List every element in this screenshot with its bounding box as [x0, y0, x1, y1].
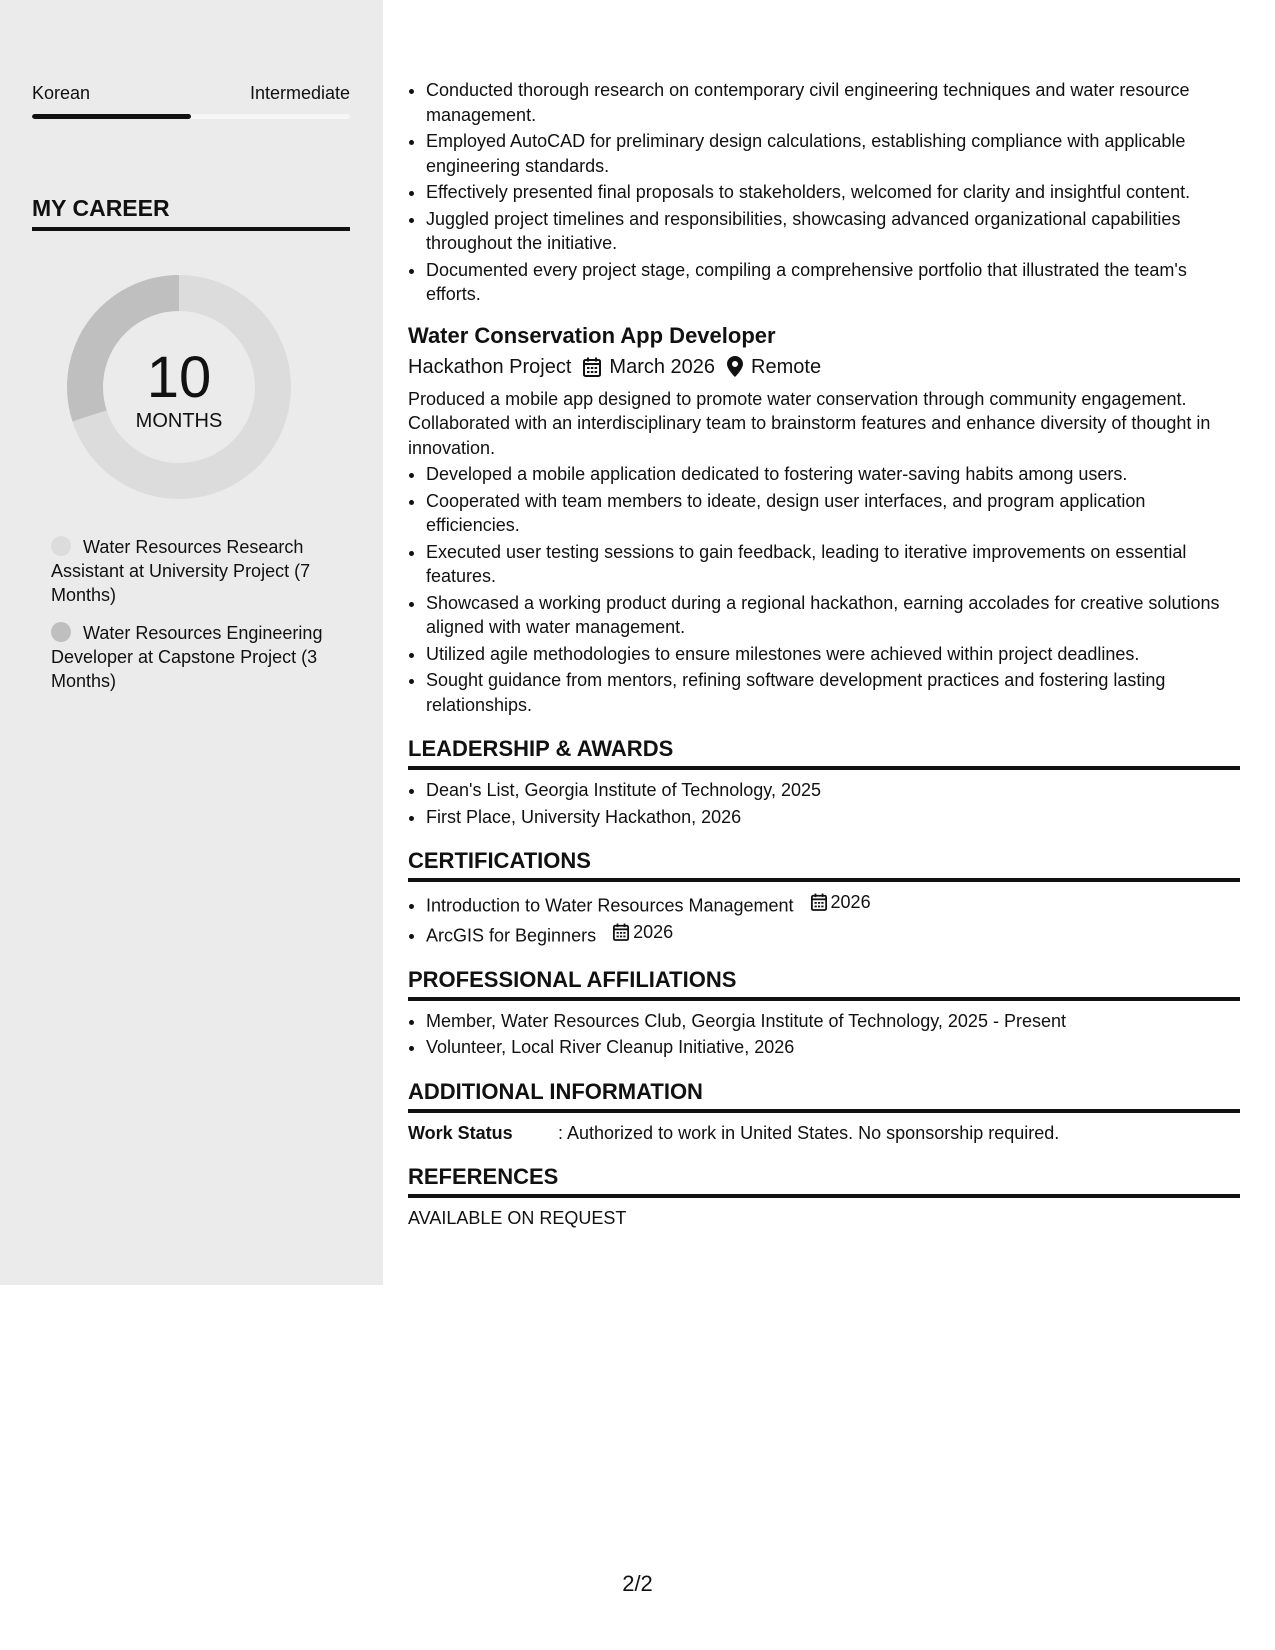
career-legend-item [51, 621, 331, 693]
bullet-item: • Sought guidance from mentors, refining software development practices and fostering lasting relationships. [426, 668, 1240, 717]
affiliation-item: • Member, Water Resources Club, Georgia Institute of Technology, 2025 - Present [426, 1009, 1240, 1034]
map-pin-icon [727, 356, 743, 377]
bullet-item: • Documented every project stage, compiling a comprehensive portfolio that illustrated the team's efforts. [426, 258, 1240, 307]
career-legend-label: Water Resources Research Assistant at University Project (7 Months) [51, 537, 311, 605]
career-legend-label: Water Resources Engineering Developer at Capstone Project (3 Months) [51, 623, 323, 691]
bullet-item: • Executed user testing sessions to gain feedback, leading to iterative improvements on essential features. [426, 540, 1240, 589]
affiliations-section-title: PROFESSIONAL AFFILIATIONS [408, 966, 1240, 1001]
language-row [32, 80, 350, 106]
legend-dot [51, 622, 71, 642]
career-total-value: 10 [146, 345, 212, 410]
affiliations-list [408, 1009, 1240, 1060]
bullet-item: • Utilized agile methodologies to ensure milestones were achieved within project deadlines. [426, 642, 1240, 667]
previous-job-bullets [408, 78, 1240, 307]
job-title: Water Conservation App Developer [408, 322, 776, 348]
job-bullets [408, 462, 1240, 717]
bullet-item: • Conducted thorough research on contemporary civil engineering techniques and water resource management. [426, 78, 1240, 127]
work-status-row [408, 1121, 1240, 1145]
job-company: Hackathon Project [408, 355, 572, 378]
job-meta [408, 353, 1240, 381]
certification-item [426, 890, 1240, 918]
career-legend-item [51, 535, 331, 607]
bullet-item: • Employed AutoCAD for preliminary design calculations, establishing compliance with applicable engineering standards. [426, 129, 1240, 178]
certification-item [426, 920, 1240, 948]
calendar-icon [613, 923, 629, 941]
bullet-item: • Developed a mobile application dedicated to fostering water-saving habits among users. [426, 462, 1240, 487]
page-number: 2/2 [622, 1571, 653, 1596]
work-status-value: : Authorized to work in United States. No sponsorship required. [558, 1122, 1060, 1143]
certification-name: Introduction to Water Resources Management [426, 895, 794, 916]
calendar-icon [811, 893, 827, 911]
career-total-unit: MONTHS [135, 410, 223, 432]
career-section-title: MY CAREER [32, 193, 350, 231]
leadership-section-title: LEADERSHIP & AWARDS [408, 735, 1240, 770]
certification-date [613, 920, 673, 945]
leadership-list [408, 778, 1240, 829]
bullet-item: • Cooperated with team members to ideate, design user interfaces, and program application efficiencies. [426, 489, 1240, 538]
job-location: Remote [751, 355, 822, 378]
sidebar [0, 0, 383, 1285]
leadership-item: • Dean's List, Georgia Institute of Technology, 2025 [426, 778, 1240, 803]
language-proficiency-bar [32, 114, 350, 119]
additional-info-section-title: ADDITIONAL INFORMATION [408, 1078, 1240, 1113]
legend-dot [51, 536, 71, 556]
job-description: Produced a mobile app designed to promote water conservation through community engagement. Collaborated with an interdisciplinary team to brainstorm features and enhance diversity of thought in innovation. [408, 388, 1211, 458]
main-content [408, 78, 1240, 1230]
bullet-item: • Effectively presented final proposals to stakeholders, welcomed for clarity and insightful content. [426, 180, 1240, 205]
references-text: AVAILABLE ON REQUEST [408, 1207, 627, 1228]
bullet-item: • Showcased a working product during a regional hackathon, earning accolades for creative solutions aligned with water management. [426, 591, 1240, 640]
certifications-list [408, 890, 1240, 948]
job-date: March 2026 [609, 355, 716, 378]
certification-year: 2026 [633, 921, 674, 942]
language-name: Korean [32, 83, 91, 103]
language-proficiency-fill [32, 114, 191, 119]
career-legend [51, 535, 331, 707]
bullet-item: • Juggled project timelines and responsibilities, showcasing advanced organizational capabilities throughout the initiative. [426, 207, 1240, 256]
work-status-label: Work Status [408, 1122, 513, 1143]
certification-year: 2026 [830, 892, 871, 912]
certifications-section-title: CERTIFICATIONS [408, 847, 1240, 882]
language-level: Intermediate [249, 83, 350, 103]
affiliation-item: • Volunteer, Local River Cleanup Initiative, 2026 [426, 1035, 1240, 1060]
references-section-title: REFERENCES [408, 1163, 1240, 1198]
certification-name: ArcGIS for Beginners [426, 925, 597, 945]
certification-date [811, 890, 871, 915]
leadership-item: • First Place, University Hackathon, 2026 [426, 805, 1240, 830]
calendar-icon [583, 357, 601, 377]
